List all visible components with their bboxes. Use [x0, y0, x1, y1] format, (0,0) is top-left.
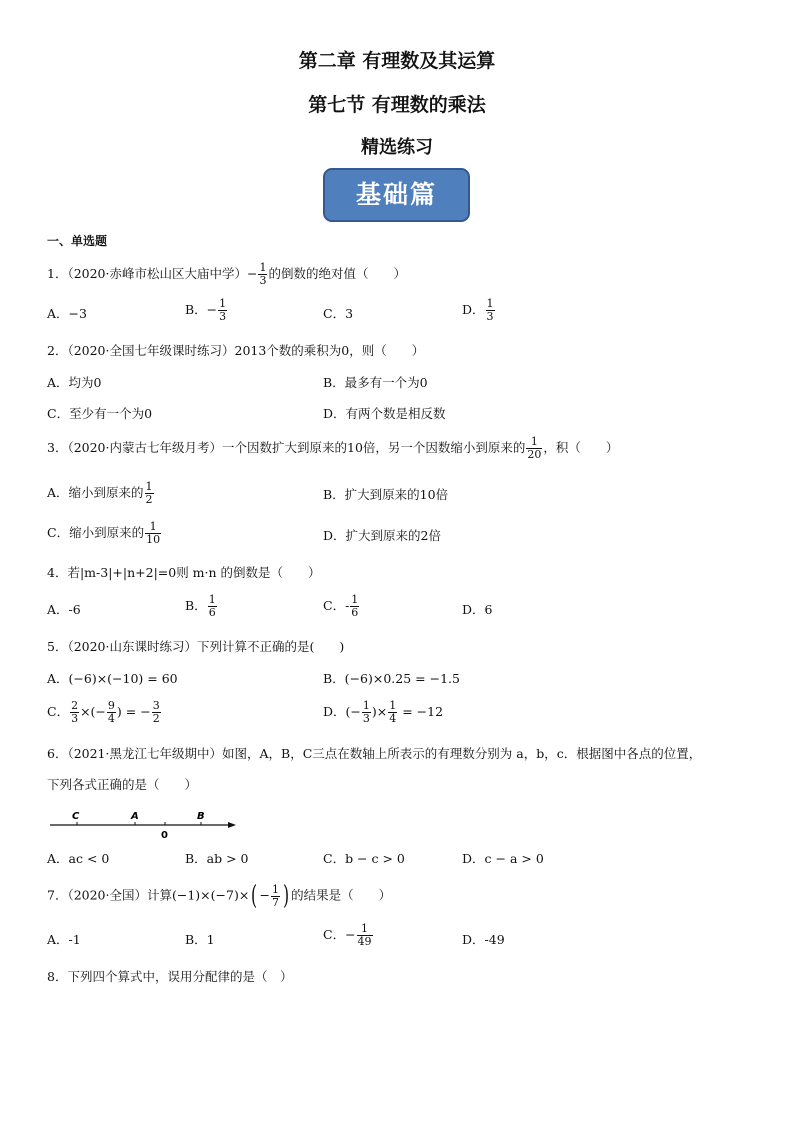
number-line-figure: [50, 808, 250, 842]
q3-option-d: D．扩大到原来的2倍: [323, 528, 441, 543]
question-3: 3．（2020·内蒙古七年级月考）一个因数扩大到原来的10倍，另一个因数缩小到原来的 $\frac{1}{20}$ ，积（ ）: [47, 435, 619, 461]
q4-option-a: A．-6: [47, 602, 81, 617]
q2-option-a: A．均为0: [47, 375, 102, 390]
label-origin: 0: [161, 830, 168, 841]
question-5: 5．（2020·山东课时练习）下列计算不正确的是( ): [47, 639, 345, 654]
q3-option-b: B．扩大到原来的10倍: [323, 487, 449, 502]
question-7: 7．（2020·全国）计算(−1)×(−7)×( − $\frac{1}{7}$ ) 的结果是（ ）: [47, 881, 392, 911]
q5-option-a: A．(−6)×(−10) = 60: [47, 671, 178, 686]
level-banner: 基础篇: [323, 168, 470, 222]
q4-option-c: C．- $\frac{1}{6}$: [323, 593, 359, 619]
label-b: B: [197, 811, 205, 822]
question-type-heading: 一、单选题: [47, 234, 108, 248]
q1-option-a: A．−3: [47, 306, 87, 321]
q3-option-c: C．缩小到原来的 $\frac{1}{10}$: [47, 520, 161, 546]
label-a: A: [131, 811, 139, 822]
question-6-line1: 6．（2021·黑龙江七年级期中）如图，A，B，C三点在数轴上所表示的有理数分别为 a，b，c．根据图中各点的位置，: [47, 746, 702, 761]
question-6-line2: 下列各式正确的是（ ）: [47, 777, 198, 792]
q3-option-a: A．缩小到原来的 $\frac{1}{2}$: [47, 480, 153, 506]
section-title: 第七节 有理数的乘法: [308, 94, 486, 116]
q5-option-c: C． $\frac{2}{3}$ ×(− $\frac{9}{4}$ ) = − $\frac{3}{2}$: [47, 699, 160, 725]
q2-option-d: D．有两个数是相反数: [323, 406, 446, 421]
q7-option-d: D．-49: [462, 932, 505, 947]
q5-option-b: B．(−6)×0.25 = −1.5: [323, 671, 460, 686]
q1-option-d: D． $\frac{1}{3}$: [462, 297, 494, 323]
question-2: 2．（2020·全国七年级课时练习）2013个数的乘积为0，则（ ）: [47, 343, 425, 358]
q7-option-b: B．1: [185, 932, 215, 947]
q4-option-b: B． $\frac{1}{6}$: [185, 593, 216, 619]
q6-option-b: B．ab > 0: [185, 851, 249, 866]
question-8: 8．下列四个算式中，误用分配律的是（ ）: [47, 969, 293, 984]
q1-option-b: B．− $\frac{1}{3}$: [185, 297, 227, 323]
number-line-arrow: [228, 822, 236, 828]
q6-option-a: A．ac < 0: [47, 851, 110, 866]
q6-option-c: C．b − c > 0: [323, 851, 405, 866]
label-c: C: [72, 811, 80, 822]
q5-option-d: D．(− $\frac{1}{3}$ )× $\frac{1}{4}$ = −12: [323, 699, 444, 725]
q2-option-b: B．最多有一个为0: [323, 375, 428, 390]
question-1: 1．（2020·赤峰市松山区大庙中学）− $\frac{1}{3}$ 的倒数的绝对值（ ）: [47, 261, 406, 287]
chapter-title: 第二章 有理数及其运算: [298, 50, 496, 72]
q1-option-c: C．3: [323, 306, 354, 321]
q7-option-a: A．-1: [47, 932, 81, 947]
question-4: 4．若|m-3|+|n+2|=0则 m·n 的倒数是（ ）: [47, 565, 321, 580]
q7-option-c: C．− $\frac{1}{49}$: [323, 922, 372, 948]
q2-option-c: C．至少有一个为0: [47, 406, 153, 421]
q4-option-d: D．6: [462, 602, 493, 617]
subtitle: 精选练习: [361, 137, 433, 158]
q6-option-d: D．c − a > 0: [462, 851, 544, 866]
